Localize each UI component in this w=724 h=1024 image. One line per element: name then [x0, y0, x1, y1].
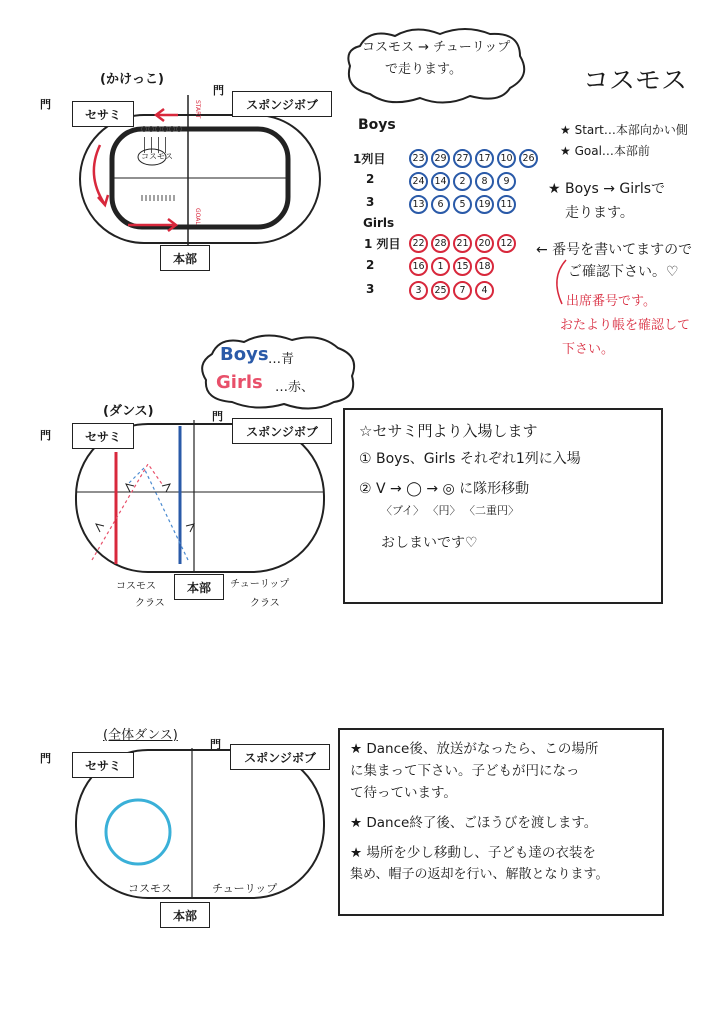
- number-badge: 28: [431, 234, 450, 253]
- dance-sesami-box: [72, 423, 134, 449]
- tulip-class-1: チューリップ: [230, 579, 290, 590]
- number-badge: 13: [409, 195, 428, 214]
- boys-color-text: …青: [268, 352, 295, 367]
- number-badge: 23: [409, 149, 428, 168]
- sesami-box: [72, 101, 134, 127]
- sesami-label: セサミ: [84, 107, 121, 122]
- dance-line-1: ☆セサミ門より入場します: [359, 422, 538, 440]
- girls-row-2-label: 2: [366, 258, 375, 272]
- dance-instructions-box: [343, 408, 663, 604]
- group-sesami-box: [72, 752, 134, 778]
- dance-line-2: ① Boys、Girls それぞれ1列に入場: [359, 451, 581, 467]
- number-badge: 26: [519, 149, 538, 168]
- cloud-line-1: コスモス → チューリップ: [362, 40, 511, 55]
- group-dance-title: (全体ダンス): [103, 728, 178, 743]
- boys-row-1-label: 1列目: [353, 152, 386, 166]
- track-inner-label: コスモス: [141, 152, 173, 161]
- group-gate-right: 門: [210, 738, 221, 751]
- cosmos-class-2: クラス: [135, 598, 165, 609]
- girls-color-text: …赤、: [275, 380, 315, 395]
- number-badge: 18: [475, 257, 494, 276]
- girls-row-3: [409, 281, 494, 300]
- number-badge: 10: [497, 149, 516, 168]
- girls-label: Girls: [363, 216, 395, 230]
- group-line-1: ★ Dance後、放送がなったら、この場所: [350, 741, 599, 757]
- number-badge: 7: [453, 281, 472, 300]
- honbu-box: [160, 245, 210, 271]
- girls-row-3-label: 3: [366, 282, 375, 296]
- tulip-class-2: クラス: [250, 598, 280, 609]
- dance-sponge-box: [232, 418, 332, 444]
- group-honbu-box: [160, 902, 210, 928]
- girls-row-1-label: 1 列目: [364, 237, 401, 251]
- group-sponge-label: スポンジボブ: [244, 750, 316, 765]
- note-run: 走ります。: [565, 205, 634, 221]
- number-badge: 25: [431, 281, 450, 300]
- group-line-6: 集め、帽子の返却を行い、解散となります。: [350, 867, 609, 882]
- boys-label: Boys: [358, 117, 396, 133]
- honbu-label: 本部: [172, 251, 197, 266]
- number-badge: 17: [475, 149, 494, 168]
- group-line-3: て待っています。: [350, 785, 457, 801]
- note-goal: ★ Goal…本部前: [560, 144, 650, 158]
- sponge-label: スポンジボブ: [246, 97, 318, 112]
- number-badge: 1: [431, 257, 450, 276]
- number-badge: 11: [497, 195, 516, 214]
- number-badge: 14: [431, 172, 450, 191]
- group-sponge-box: [230, 744, 330, 770]
- boys-row-3: [409, 195, 516, 214]
- gate-left-label: 門: [40, 98, 51, 111]
- number-badge: 15: [453, 257, 472, 276]
- boys-row-3-label: 3: [366, 195, 375, 209]
- girls-row-1: [409, 234, 516, 253]
- dance-gate-left: 門: [40, 429, 51, 442]
- number-badge: 20: [475, 234, 494, 253]
- number-badge: 6: [431, 195, 450, 214]
- dance-line-5: おしまいです♡: [381, 535, 478, 551]
- number-badge: 16: [409, 257, 428, 276]
- number-badge: 29: [431, 149, 450, 168]
- pink-note-1: 出席番号です。: [566, 294, 656, 309]
- boys-row-2: [409, 172, 516, 191]
- number-badge: 4: [475, 281, 494, 300]
- group-line-5: ★ 場所を少し移動し、子ども達の衣装を: [350, 845, 596, 861]
- dance-line-4: 〈ブイ〉 〈円〉 〈二重円〉: [381, 504, 520, 517]
- gate-right-label: 門: [213, 84, 224, 97]
- number-badge: 19: [475, 195, 494, 214]
- group-tulip-label: チューリップ: [212, 882, 278, 895]
- boys-row-2-label: 2: [366, 172, 375, 186]
- number-badge: 21: [453, 234, 472, 253]
- boys-color-label: Boys: [220, 344, 269, 365]
- dance-gate-right: 門: [212, 410, 223, 423]
- number-badge: 8: [475, 172, 494, 191]
- number-badge: 12: [497, 234, 516, 253]
- dance-honbu-label: 本部: [186, 580, 211, 595]
- note-start: ★ Start…本部向かい側: [560, 123, 688, 137]
- goal-label: GOAL: [194, 208, 201, 225]
- dance-title: (ダンス): [103, 404, 154, 419]
- dance-line-3: ② V → ◯ → ◎ に隊形移動: [359, 481, 530, 497]
- group-gate-left: 門: [40, 752, 51, 765]
- note-confirm: ご確認下さい。♡: [568, 264, 679, 280]
- group-sesami-label: セサミ: [84, 758, 121, 773]
- dance-honbu-box: [174, 574, 224, 600]
- sponge-box: [232, 91, 332, 117]
- class-title: コスモス: [583, 66, 688, 96]
- number-badge: 27: [453, 149, 472, 168]
- boys-row-1: [409, 149, 538, 168]
- group-honbu-label: 本部: [172, 908, 197, 923]
- cosmos-class-1: コスモス: [116, 581, 156, 592]
- group-line-2: に集まって下さい。子どもが円になっ: [350, 763, 580, 779]
- number-badge: 5: [453, 195, 472, 214]
- group-cosmos-label: コスモス: [128, 882, 172, 895]
- number-badge: 24: [409, 172, 428, 191]
- start-label: START: [194, 100, 201, 119]
- number-badge: 9: [497, 172, 516, 191]
- girls-row-2: [409, 257, 494, 276]
- note-boys-girls: ★ Boys → Girlsで: [548, 181, 666, 197]
- race-title: (かけっこ): [100, 72, 164, 87]
- group-line-4: ★ Dance終了後、ごほうびを渡します。: [350, 815, 598, 831]
- cloud-line-2: で走ります。: [385, 62, 462, 77]
- dance-sponge-label: スポンジボブ: [246, 424, 318, 439]
- number-badge: 3: [409, 281, 428, 300]
- number-badge: 2: [453, 172, 472, 191]
- note-number: ← 番号を書いてますので: [536, 242, 693, 258]
- pink-note-3: 下さい。: [562, 342, 615, 357]
- dance-sesami-label: セサミ: [84, 429, 121, 444]
- pink-note-2: おたより帳を確認して: [560, 318, 691, 333]
- group-instructions-box: [338, 728, 664, 916]
- girls-color-label: Girls: [216, 372, 263, 393]
- number-badge: 22: [409, 234, 428, 253]
